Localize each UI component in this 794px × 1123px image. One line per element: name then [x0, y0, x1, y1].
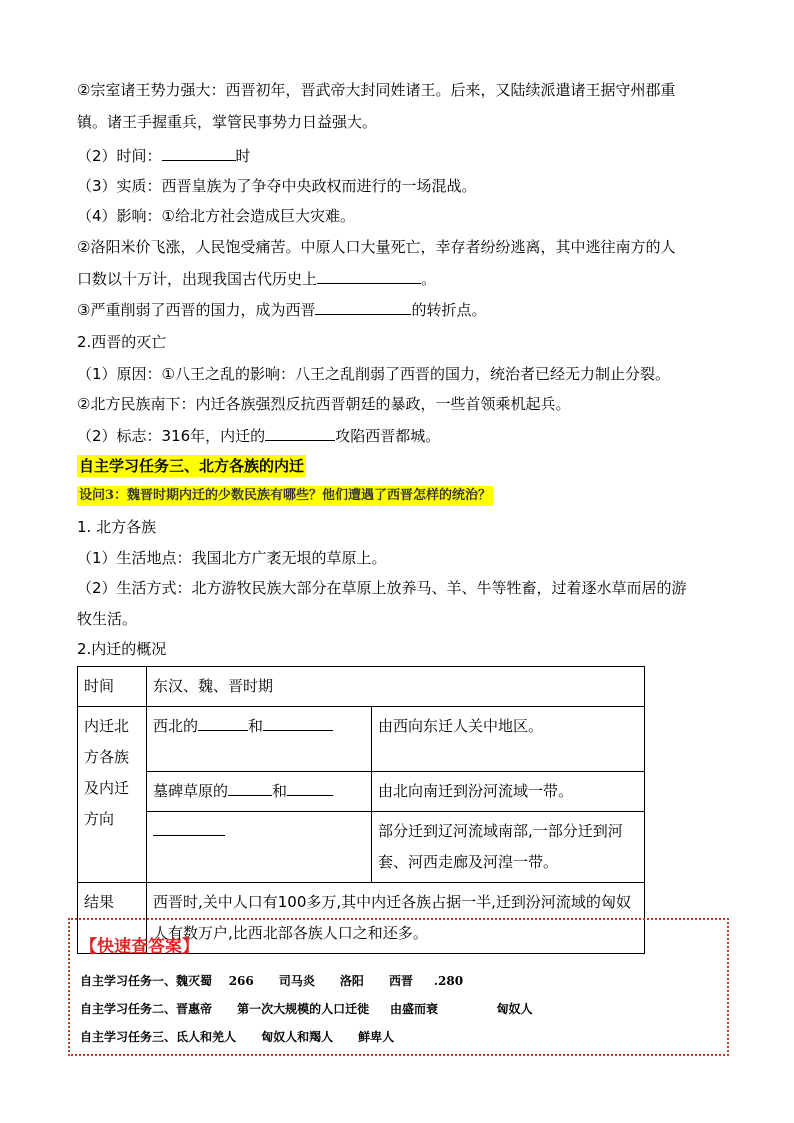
row2-right: 由北向南迁到汾河流域一带。	[372, 772, 645, 812]
line-9: 2.西晋的灭亡	[77, 333, 167, 351]
row1-right: 由西向东迁人关中地区。	[372, 707, 645, 772]
line-10: （1）原因：①八王之乱的影响：八王之乱削弱了西晋的国力，统治者已经无力制止分裂。	[77, 365, 670, 383]
result-value: 西晋时,关中人口有100多万,其中内迁各族占据一半,迁到汾河流域的匈奴人有数万户,比西北部各族人口之和还多。	[147, 883, 645, 954]
blank-r1-2[interactable]	[263, 715, 333, 731]
line-11: ②北方民族南下：内迁各族强烈反抗西晋朝廷的暴政，一些首领乘机起兵。	[77, 395, 571, 413]
answer-line-3: 自主学习任务三、氐人和羌人 匈奴人和羯人 鲜卑人	[80, 1030, 395, 1044]
line-8-suffix: 的转折点。	[411, 301, 487, 319]
line-8-prefix: ③严重削弱了西晋的国力，成为西晋	[77, 301, 316, 319]
table-row	[78, 707, 645, 772]
answer-line-1: 自主学习任务一、魏灭蜀 266 司马炎 洛阳 西晋 .280	[80, 974, 464, 988]
blank-r3-1[interactable]	[153, 820, 225, 836]
row1-left	[147, 707, 372, 772]
line-2: 镇。诸王手握重兵，掌管民事势力日益强大。	[77, 113, 378, 131]
line-8	[77, 299, 486, 320]
line-14: （1）生活地点：我国北方广袤无垠的草原上。	[77, 549, 387, 567]
time-label: 时间	[78, 667, 147, 707]
answer-box	[68, 918, 729, 1056]
line-3	[77, 145, 251, 166]
line-15: （2）生活方式：北方游牧民族大部分在草原上放养马、羊、牛等牲畜，过着逐水草而居的游	[77, 579, 687, 597]
blank-migration[interactable]	[317, 268, 421, 284]
table-row	[78, 812, 645, 883]
line-6: ②洛阳米价飞涨，人民饱受痛苦。中原人口大量死亡，幸存者纷纷逃离，其中逃往南方的人	[77, 238, 676, 256]
blank-r2-1[interactable]	[228, 780, 272, 796]
line-13: 1. 北方各族	[77, 518, 157, 536]
line-12	[77, 425, 440, 446]
row1-left-b: 和	[248, 717, 264, 735]
line-16: 牧生活。	[77, 610, 138, 628]
table-row	[78, 772, 645, 812]
line-17: 2.内迁的概况	[77, 640, 167, 658]
line-3-prefix: （2）时间：	[77, 147, 162, 165]
line-4: （3）实质：西晋皇族为了争夺中央政权而进行的一场混战。	[77, 177, 477, 195]
blank-r1-1[interactable]	[198, 715, 248, 731]
direction-label: 内迁北方各族及内迁方向	[78, 707, 147, 883]
line-3-suffix: 时	[235, 147, 251, 165]
line-5: （4）影响：①给北方社会造成巨大灾难。	[77, 207, 355, 225]
line-7-suffix: 。	[421, 270, 437, 288]
blank-captor[interactable]	[265, 425, 335, 441]
blank-time[interactable]	[162, 145, 236, 161]
blank-turning[interactable]	[315, 299, 411, 315]
result-label: 结果	[78, 883, 147, 954]
blank-r2-2[interactable]	[287, 780, 333, 796]
row2-left-b: 和	[272, 782, 288, 800]
line-7-prefix: 口数以十万计，出现我国古代历史上	[77, 270, 318, 288]
answer-title: 【快速查答案】	[80, 937, 199, 957]
time-value: 东汉、魏、晋时期	[147, 667, 645, 707]
line-12-prefix: （2）标志：316年，内迁的	[77, 427, 266, 445]
migration-table	[77, 666, 645, 954]
line-12-suffix: 攻陷西晋都城。	[335, 427, 441, 445]
row3-left	[147, 812, 372, 883]
question-prompt: 设问3：魏晋时期内迁的少数民族有哪些？他们遭遇了西晋怎样的统治？	[77, 486, 493, 506]
section-heading: 自主学习任务三、北方各族的内迁	[79, 457, 305, 475]
row1-left-a: 西北的	[153, 717, 199, 735]
row2-left	[147, 772, 372, 812]
line-7	[77, 268, 436, 289]
answer-line-2: 自主学习任务二、晋惠帝 第一次大规模的人口迁徙 由盛而衰 匈奴人	[80, 1002, 533, 1016]
row3-right: 部分迁到辽河流域南部,一部分迁到河套、河西走廊及河湟一带。	[372, 812, 645, 883]
table-row	[78, 667, 645, 707]
line-1: ②宗室诸王势力强大：西晋初年，晋武帝大封同姓诸王。后来，又陆续派遣诸王据守州郡重	[77, 81, 676, 99]
row2-left-a: 墓碑草原的	[153, 782, 229, 800]
